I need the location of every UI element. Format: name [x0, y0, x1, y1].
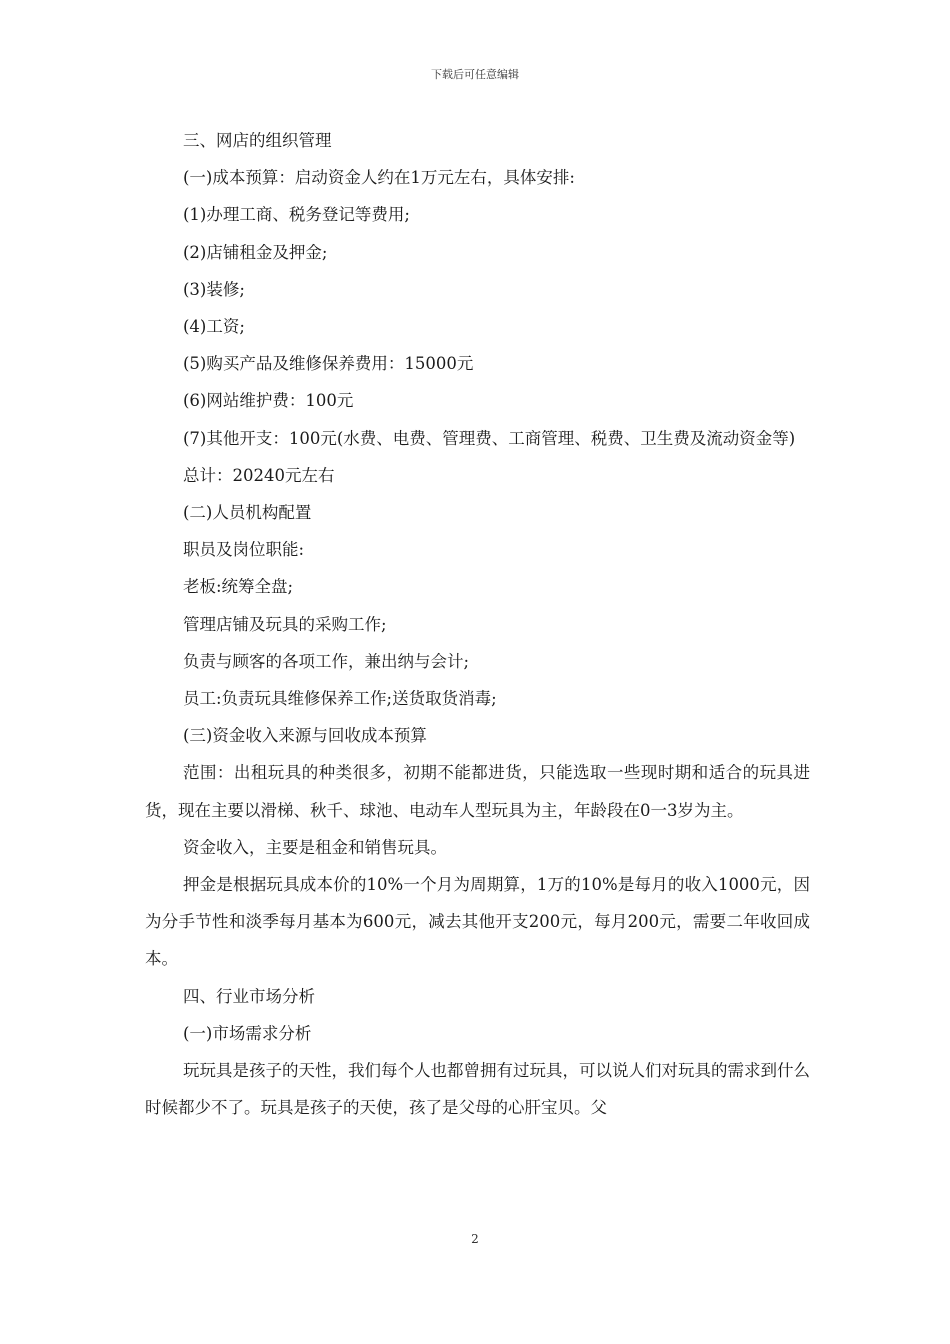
page-number: 2 [471, 1232, 479, 1246]
list-item: (7)其他开支：100元(水费、电费、管理费、工商管理、税费、卫生费及流动资金等) [183, 428, 796, 448]
paragraph: 员工:负责玩具维修保养工作;送货取货消毒; [183, 689, 497, 709]
subsection-heading: (三)资金收入来源与回收成本预算 [183, 726, 427, 746]
list-item: (1)办理工商、税务登记等费用; [183, 205, 410, 225]
section-heading: 三、网店的组织管理 [183, 131, 332, 150]
page-header: 下载后可任意编辑 [431, 68, 519, 81]
list-item: (3)装修; [183, 279, 245, 299]
paragraph: 押金是根据玩具成本价的10%一个月为周期算，1万的10%是每月的收入1000元，因为分手节性和淡季每月基本为600元，减去其他开支200元，每月200元，需要二年收回成本。 [145, 875, 810, 969]
subsection-heading: (二)人员机构配置 [183, 503, 312, 523]
paragraph: 玩玩具是孩子的天性，我们每个人也都曾拥有过玩具，可以说人们对玩具的需求到什么时候都少不了。玩具是孩子的天使，孩了是父母的心肝宝贝。父 [145, 1061, 810, 1118]
subsection-heading: (一)市场需求分析 [183, 1023, 312, 1043]
document-body [145, 122, 810, 1126]
list-item: (2)店铺租金及押金; [183, 242, 328, 262]
paragraph: 资金收入，主要是租金和销售玩具。 [183, 837, 447, 857]
paragraph: 老板:统筹全盘; [183, 577, 294, 597]
paragraph: 总计：20240元左右 [183, 465, 335, 485]
paragraph: 管理店铺及玩具的采购工作; [183, 614, 387, 634]
section-heading: 四、行业市场分析 [183, 986, 315, 1006]
list-item: (6)网站维护费：100元 [183, 391, 354, 411]
paragraph: 职员及岗位职能: [183, 540, 305, 560]
list-item: (5)购买产品及维修保养费用：15000元 [183, 354, 474, 374]
paragraph: 范围：出租玩具的种类很多，初期不能都进货，只能选取一些现时期和适合的玩具进货，现在主要以滑梯、秋千、球池、电动车人型玩具为主，年龄段在0一3岁为主。 [145, 763, 810, 820]
paragraph: 负责与顾客的各项工作，兼出纳与会计; [183, 651, 470, 671]
paragraph: (一)成本预算：启动资金人约在1万元左右，具体安排: [183, 168, 575, 188]
list-item: (4)工资; [183, 317, 245, 337]
